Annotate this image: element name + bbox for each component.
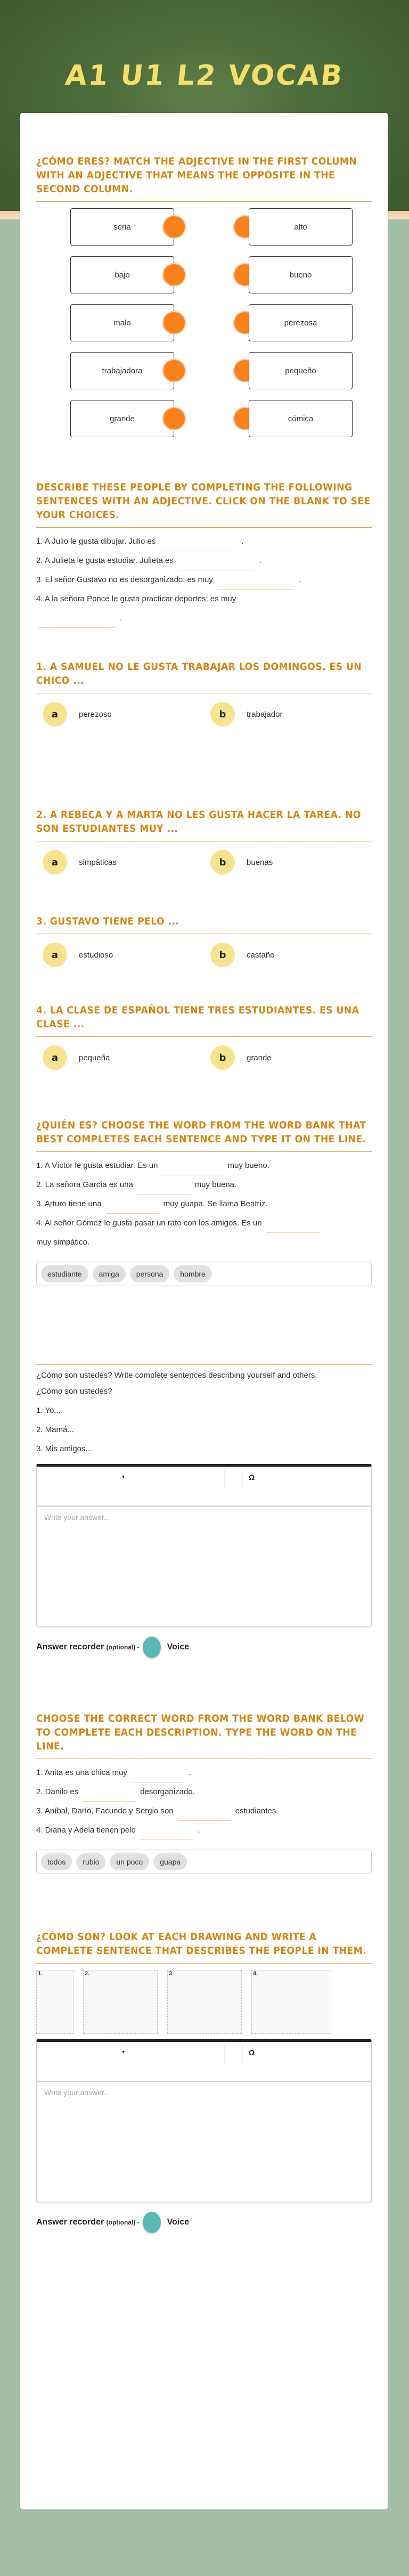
option-label: perezoso [79,709,112,719]
match-right-item[interactable]: cómica [249,400,353,437]
answer-textarea[interactable] [37,2082,371,2199]
toolbar-divider [224,1469,225,1488]
match-left-item[interactable]: grande [70,400,174,437]
text-blank[interactable] [178,1807,231,1821]
match-left-item[interactable]: trabajadora [70,352,174,389]
question-title: CHOOSE THE CORRECT WORD FROM THE WORD BANK BELOW TO COMPLETE EACH DESCRIPTION. TYPE THE WORD ON THE LINE. [36,1712,372,1759]
match-connector-dot[interactable] [162,215,186,239]
format-dropdown-caret-icon[interactable]: ▾ [122,1474,125,1480]
question-mcq-4 [36,1003,372,1070]
word-bank [36,1262,372,1286]
option-letter-badge: b [210,1045,235,1070]
question-como-son-ustedes [36,1364,372,1658]
option-label: simpáticas [79,857,117,867]
word-chip[interactable]: un poco [110,1853,149,1870]
editor-toolbar [37,2042,371,2082]
answer-recorder [36,1637,372,1658]
drawing-soccer-goal: 2. [83,1970,158,2034]
option-letter-badge: b [210,943,235,967]
toolbar-divider [224,2044,225,2063]
recorder-label: Answer recorder [36,2218,104,2227]
question-mcq-1 [36,660,372,726]
sentence: 2. A Julieta le gusta estudiar. Julieta es . [36,551,372,570]
recorder-label: Answer recorder [36,1642,104,1651]
recorder-optional: (optional) - [106,2219,140,2226]
option-letter-badge: a [43,850,67,874]
editor-toolbar [37,1467,371,1507]
option-a[interactable] [36,943,204,967]
dropdown-blank[interactable] [160,537,237,551]
option-b[interactable] [204,850,372,874]
question-mcq-2 [36,808,372,874]
sentence: 3. Arturo tiene una muy guapa. Se llama Beatriz. [36,1195,372,1214]
match-connector-dot[interactable] [162,263,186,287]
divider [36,1364,372,1365]
word-chip[interactable]: guapa [153,1853,187,1870]
option-b[interactable] [204,943,372,967]
toolbar-divider [242,1469,243,1488]
dropdown-blank[interactable] [178,557,255,570]
word-bank [36,1850,372,1874]
match-connector-dot[interactable] [162,407,186,430]
sentence: 1. A Julio le gusta dibujar. Julio es . [36,532,372,551]
worksheet-card [20,113,388,2509]
option-letter-badge: b [210,702,235,726]
word-chip[interactable]: estudiante [41,1265,88,1282]
prompt-line: ¿Cómo son ustedes? [36,1387,112,1396]
sentence: 3. Aníbal, Darío, Facundo y Sergio son estudiantes. [36,1802,372,1821]
text-blank[interactable] [162,1162,223,1175]
option-label: estudioso [79,950,113,960]
text-blank[interactable] [83,1788,136,1802]
text-blank[interactable] [137,1181,191,1195]
prompt-line: 1. Yo... [36,1406,61,1415]
special-character-icon[interactable]: Ω [249,1473,255,1482]
question-title: ¿CÓMO ERES? MATCH THE ADJECTIVE IN THE FIRST COLUMN WITH AN ADJECTIVE THAT MEANS THE OPPOSITE IN THE SECOND COLUMN. [36,154,372,202]
option-a[interactable] [36,850,204,874]
drawing-old-woman: 1. [36,1970,73,2034]
question-title: DESCRIBE THESE PEOPLE BY COMPLETING THE FOLLOWING SENTENCES WITH AN ADJECTIVE. CLICK ON THE BLANK TO SEE YOUR CHOICES. [36,480,372,528]
option-letter-badge: b [210,850,235,874]
sentence: 4. A la señora Ponce le gusta practicar deportes; es muy . [36,590,372,628]
option-label: castaño [247,950,275,960]
option-label: buenas [247,857,273,867]
text-blank[interactable] [140,1826,193,1840]
recorder-optional: (optional) - [106,1643,140,1651]
rich-text-editor [36,2039,372,2202]
question-choose-word [36,1712,372,1874]
option-b[interactable] [204,1045,372,1070]
matching-grid [36,208,372,459]
match-right-item[interactable]: bueno [249,256,353,293]
match-connector-dot[interactable] [162,311,186,334]
sentence: 3. El señor Gustavo no es desorganizado; es muy . [36,570,372,590]
special-character-icon[interactable]: Ω [249,2048,255,2057]
drawing-messy-room: 4. [251,1970,331,2034]
page-title: A1 U1 L2 VOCAB [63,60,346,92]
question-mcq-3 [36,914,372,967]
sentence: 4. Al señor Gómez le gusta pasar un rato con los amigos. Es un muy simpático. [36,1214,372,1252]
match-right-item[interactable]: perezosa [249,304,353,341]
sentence: 2. La señora García es una muy buena. [36,1175,372,1195]
option-label: pequeña [79,1053,110,1062]
option-label: grande [247,1053,272,1062]
match-left-item[interactable]: malo [70,304,174,341]
word-chip[interactable]: hombre [174,1265,211,1282]
sentence: 1. Anita es una chica muy . [36,1763,372,1782]
question-title: 4. LA CLASE DE ESPAÑOL TIENE TRES ESTUDIANTES. ES UNA CLASE ... [36,1003,372,1037]
text-blank[interactable] [132,1769,185,1782]
question-quien-es [36,1118,372,1286]
answer-recorder [36,2212,372,2233]
word-chip[interactable]: todos [41,1853,72,1870]
format-dropdown-caret-icon[interactable]: ▾ [122,2049,125,2055]
voice-record-button[interactable] [143,2212,161,2233]
question-title: 3. GUSTAVO TIENE PELO ... [36,914,372,934]
prompt-line: 2. Mamá... [36,1425,74,1434]
option-a[interactable] [36,1045,204,1070]
match-right-item[interactable]: pequeño [249,352,353,389]
option-letter-badge: a [43,1045,67,1070]
drawing-sofa-tv: 3. [167,1970,242,2034]
option-a[interactable] [36,702,204,726]
sentence: 1. A Víctor le gusta estudiar. Es un muy bueno. [36,1156,372,1175]
option-letter-badge: a [43,943,67,967]
option-b[interactable] [204,702,372,726]
answer-textarea[interactable] [37,1507,371,1624]
word-chip[interactable]: amiga [93,1265,126,1282]
text-blank[interactable] [106,1200,159,1214]
voice-label: Voice [167,2218,190,2227]
option-label: trabajador [247,709,283,719]
dropdown-blank[interactable] [38,614,116,628]
word-chip[interactable]: rubio [76,1853,105,1870]
dropdown-blank[interactable] [217,576,295,590]
voice-record-button[interactable] [143,1637,161,1658]
question-title: ¿QUIÉN ES? CHOOSE THE WORD FROM THE WORD BANK THAT BEST COMPLETES EACH SENTENCE AND TYPE IT ON THE LINE. [36,1118,372,1152]
question-describe [36,480,372,628]
question-matching [36,154,372,459]
match-right-item[interactable]: alto [249,208,353,246]
sentence: 4. Diana y Adela tienen pelo . [36,1821,372,1840]
match-left-item[interactable]: bajo [70,256,174,293]
voice-label: Voice [167,1642,190,1651]
toolbar-divider [242,2044,243,2063]
sentence: 2. Danilo es desorganizado. [36,1782,372,1802]
question-title: ¿CÓMO SON? LOOK AT EACH DRAWING AND WRITE A COMPLETE SENTENCE THAT DESCRIBES THE PEOPLE IN THEM. [36,1930,372,1964]
question-title: 2. A REBECA Y A MARTA NO LES GUSTA HACER LA TAREA. NO SON ESTUDIANTES MUY ... [36,808,372,841]
question-title: 1. A SAMUEL NO LE GUSTA TRABAJAR LOS DOMINGOS. ES UN CHICO ... [36,660,372,693]
word-chip[interactable]: persona [130,1265,170,1282]
rich-text-editor [36,1464,372,1627]
prompt-text: ¿Cómo son ustedes? Write complete sentences describing yourself and others. [36,1371,317,1380]
prompt-line: 3. Mis amigos... [36,1444,93,1453]
match-left-item[interactable]: seria [70,208,174,246]
option-letter-badge: a [43,702,67,726]
match-connector-dot[interactable] [162,359,186,382]
drawings-image [36,1970,372,2034]
text-blank[interactable] [266,1219,320,1233]
question-drawings [36,1930,372,2233]
